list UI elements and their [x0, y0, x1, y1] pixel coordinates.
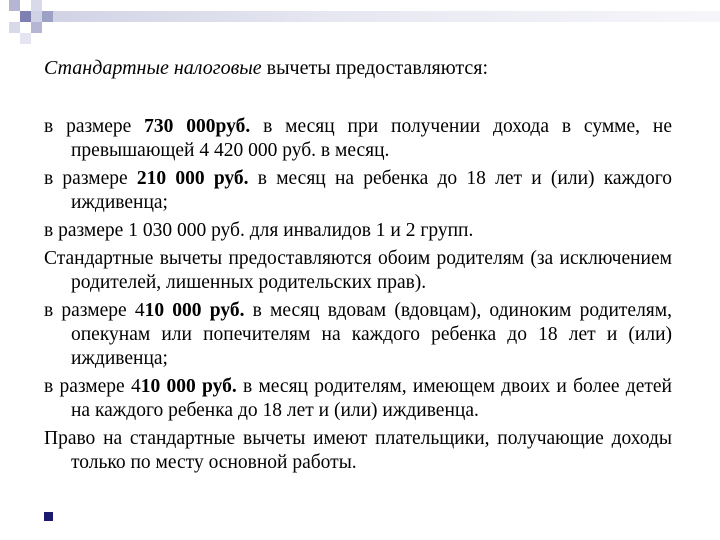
header-square — [31, 0, 42, 11]
bold-amount: 210 000 руб. — [136, 168, 249, 189]
decorative-header — [0, 0, 720, 44]
paragraph-list — [44, 115, 672, 479]
empty-bullet-square-icon — [44, 512, 53, 521]
text-segment: Право на стандартные вычеты имеют плательщики, получающие доходы только по месту основной работы. — [44, 428, 672, 473]
bold-amount: 10 000 руб. — [140, 376, 237, 397]
header-square — [31, 22, 42, 33]
text-segment: Стандартные вычеты предоставляются обоим родителям (за исключением родителей, лишенных родительских прав). — [44, 248, 672, 293]
list-item — [44, 167, 672, 215]
list-item — [44, 247, 672, 295]
header-square — [20, 11, 31, 22]
text-segment: в месяц при получении дохода в сумме, не превышающей 4 420 000 руб. в месяц. — [71, 116, 672, 161]
text-segment: в размере 4 — [44, 300, 145, 321]
list-item — [44, 375, 672, 423]
list-item — [44, 115, 672, 163]
text-segment: в месяц на ребенка до 18 лет и (или) каждого иждивенца; — [71, 168, 672, 213]
header-square — [9, 0, 20, 11]
list-item — [44, 299, 672, 371]
list-item — [44, 427, 672, 475]
text-segment: в месяц родителям, имеющем двоих и более детей на каждого ребенка до 18 лет и (или) иждивенца. — [71, 376, 672, 421]
header-gradient-band — [20, 11, 720, 22]
header-square — [9, 22, 20, 33]
text-segment: в размере 4 — [44, 376, 141, 397]
text-segment: в размере 1 030 000 руб. для инвалидов 1 и 2 групп. — [44, 220, 474, 241]
header-square — [20, 33, 31, 44]
list-item — [44, 219, 672, 243]
bold-amount: 10 000 руб. — [144, 300, 245, 321]
text-segment: в размере — [44, 116, 145, 137]
text-segment: в размере — [44, 168, 137, 189]
title-rest: вычеты предоставляются: — [261, 57, 489, 79]
text-segment: в месяц вдовам (вдовцам), одиноким родителям, опекунам или попечителям на каждого ребенка до 18 лет и (или) иждивенца; — [71, 300, 672, 369]
bold-amount: 730 000руб. — [144, 116, 251, 137]
slide-title — [44, 56, 488, 80]
title-emphasis: Стандартные налоговые — [44, 57, 262, 79]
header-square — [42, 11, 53, 22]
